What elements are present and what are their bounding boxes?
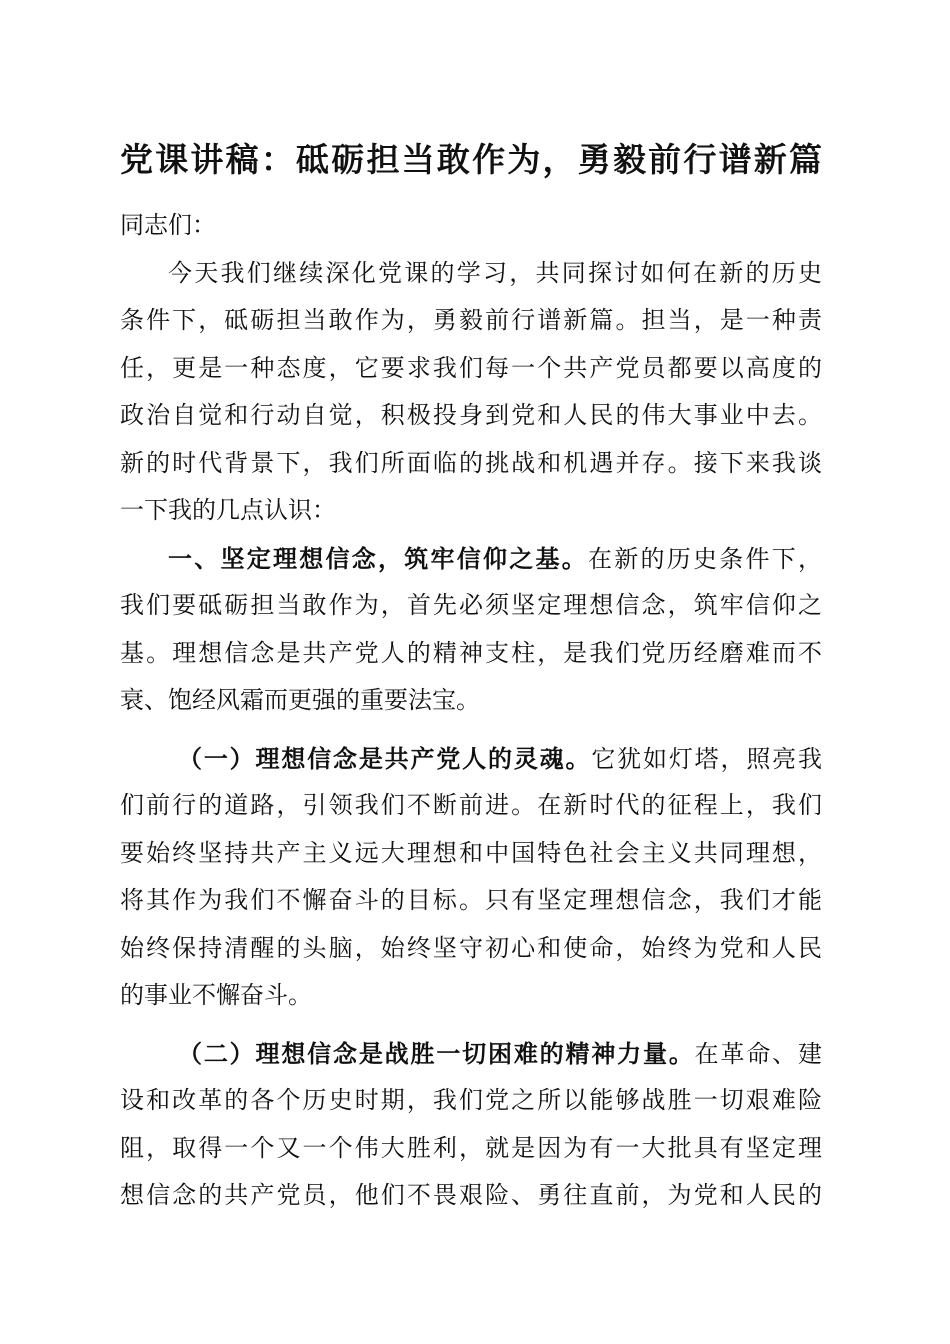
salutation: 同志们：: [120, 211, 216, 239]
section-1-line: 衰、饱经风霜而更强的重要法宝。: [120, 686, 480, 714]
intro-line: 今天我们继续深化党课的学习，共同探讨如何在新的历史: [168, 258, 822, 287]
subsection-2-line: 阻，取得一个又一个伟大胜利，就是因为有一大批具有坚定理: [120, 1133, 822, 1162]
intro-paragraph: [120, 250, 822, 535]
section-1-line: 基。理想信念是共产党人的精神支柱，是我们党历经磨难而不: [120, 638, 822, 667]
section-1-paragraph: [120, 535, 822, 725]
section-1-heading: 一、坚定理想信念，筑牢信仰之基。: [168, 543, 588, 573]
paragraph-spacer: [120, 725, 822, 735]
subsection-1-line: 将其作为我们不懈奋斗的目标。只有坚定理想信念，我们才能: [120, 886, 822, 914]
document-title: 党课讲稿：砥砺担当敢作为，勇毅前行谱新篇: [120, 140, 822, 179]
paragraph-spacer: [120, 1020, 822, 1030]
subsection-1-line: 的事业不懈奋斗。: [120, 981, 312, 1009]
section-1-first-line-text: 在新的历史条件下，: [588, 544, 822, 573]
subsection-2-paragraph: [120, 1030, 822, 1220]
intro-line: 任，更是一种态度，它要求我们每一个共产党员都要以高度的: [120, 353, 822, 382]
salutation-paragraph: [120, 202, 822, 250]
subsection-1-paragraph: [120, 735, 822, 1020]
intro-line: 政治自觉和行动自觉，积极投身到党和人民的伟大事业中去。: [120, 401, 822, 429]
subsection-2-line: 设和改革的各个历史时期，我们党之所以能够战胜一切艰难险: [120, 1086, 822, 1114]
intro-line: 条件下，砥砺担当敢作为，勇毅前行谱新篇。担当，是一种责: [120, 306, 822, 334]
subsection-2-heading: （二）理想信念是战胜一切困难的精神力量。: [178, 1038, 695, 1068]
subsection-1-heading: （一）理想信念是共产党人的灵魂。: [178, 743, 592, 773]
subsection-2-first-line-text: 在革命、建: [694, 1039, 822, 1068]
subsection-1-line: 始终保持清醒的头脑，始终坚守初心和使命，始终为党和人民: [120, 933, 822, 962]
section-1-first-line: [120, 535, 822, 583]
intro-line: 一下我的几点认识：: [120, 496, 336, 524]
section-1-line: 我们要砥砺担当敢作为，首先必须坚定理想信念，筑牢信仰之: [120, 591, 822, 619]
subsection-1-first-line: [120, 735, 822, 783]
document-body: [120, 202, 822, 1220]
subsection-1-first-line-text: 它犹如灯塔，照亮我: [591, 744, 822, 773]
subsection-1-line: 们前行的道路，引领我们不断前进。在新时代的征程上，我们: [120, 791, 822, 819]
subsection-2-line: 想信念的共产党员，他们不畏艰险、勇往直前，为党和人民的: [120, 1181, 822, 1209]
intro-line: 新的时代背景下，我们所面临的挑战和机遇并存。接下来我谈: [120, 448, 822, 477]
subsection-1-line: 要始终坚持共产主义远大理想和中国特色社会主义共同理想，: [120, 838, 822, 867]
subsection-2-first-line: [120, 1030, 822, 1078]
